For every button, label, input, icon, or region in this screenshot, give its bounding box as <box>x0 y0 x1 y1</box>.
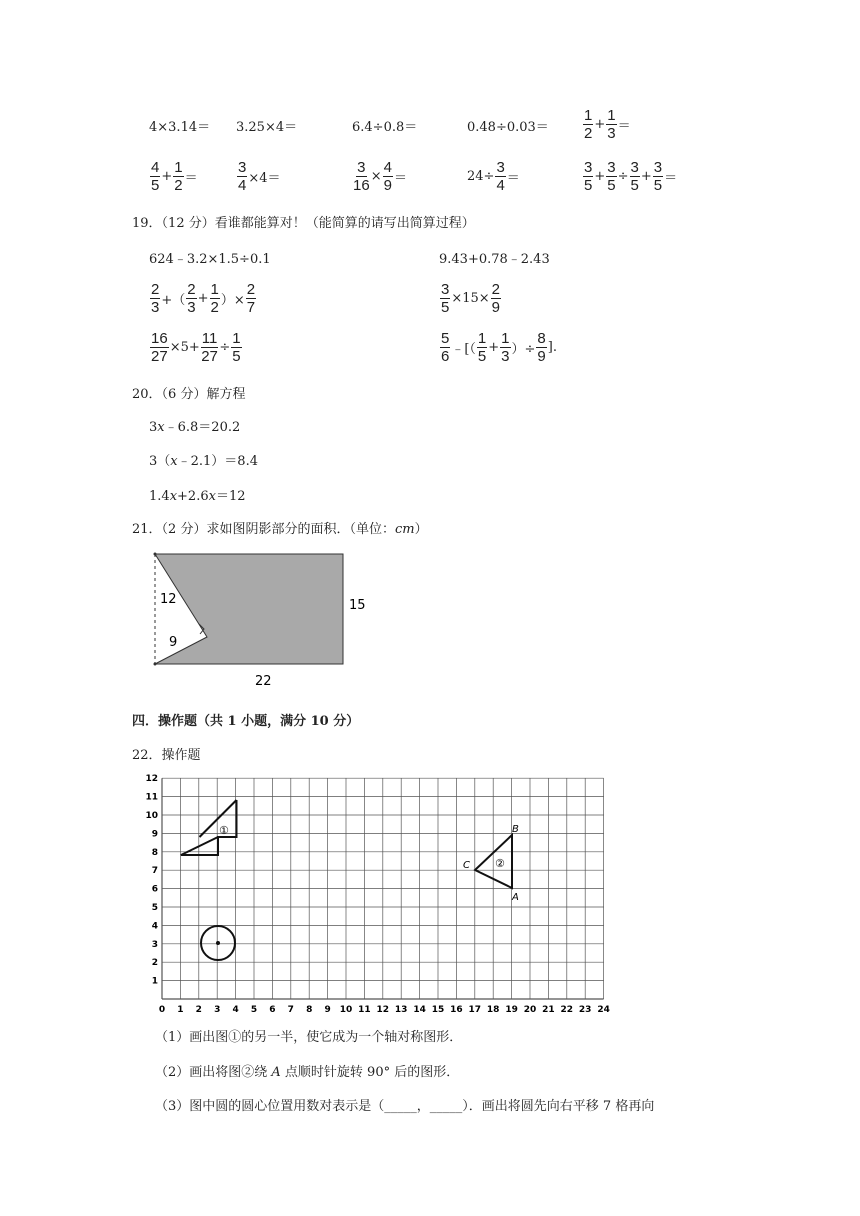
y-tick-label: 12 <box>145 774 158 785</box>
x-tick-label: 20 <box>523 1005 537 1015</box>
equation-1: 3x﹣6.8＝20.2 <box>149 420 241 435</box>
calc-4: 0.48÷0.03＝ <box>467 120 549 135</box>
q22-sub-2: （2）画出将图②绕 A 点顺时针旋转 90° 后的图形． <box>155 1065 460 1080</box>
calc-1: 4×3.14＝ <box>149 120 211 135</box>
calc-7: $\frac{3}{4}$ ×4＝ <box>238 159 281 194</box>
q18-row1 <box>149 116 210 135</box>
label-15: 15 <box>349 598 366 613</box>
y-axis-labels <box>145 774 158 986</box>
x-tick-label: 8 <box>306 1005 313 1015</box>
y-tick-label: 4 <box>151 921 158 932</box>
shaded-area-figure <box>145 545 380 695</box>
figure-2-label: ② <box>495 857 505 870</box>
calc-3: 6.4÷0.8＝ <box>352 120 418 135</box>
label-12: 12 <box>160 592 177 607</box>
x-tick-label: 18 <box>486 1005 500 1015</box>
q22-title: 22．操作题 <box>132 748 201 763</box>
label-22: 22 <box>255 674 272 689</box>
x-tick-label: 10 <box>339 1005 353 1015</box>
x-tick-label: 16 <box>450 1005 463 1015</box>
equation-3: 1.4x+2.6x＝12 <box>149 489 246 504</box>
point-b-label: B <box>512 824 519 835</box>
q19-expr-5: $\frac{16}{27}$ ×5+ $\frac{11}{27}$ ÷ $\frac{1}{5}$ <box>151 330 241 365</box>
label-9: 9 <box>169 635 178 650</box>
x-tick-label: 22 <box>560 1005 574 1015</box>
grid-lines <box>162 778 604 999</box>
y-tick-label: 9 <box>151 829 158 840</box>
y-tick-label: 5 <box>151 903 158 913</box>
calc-2: 3.25×4＝ <box>236 120 298 135</box>
y-tick-label: 10 <box>145 811 158 821</box>
q19-expr-3: $\frac{2}{3}$ +（ $\frac{2}{3}$ + $\frac{1}{2}$ ）× $\frac{2}{7}$ <box>151 281 256 316</box>
circle-center <box>216 941 220 945</box>
x-tick-label: 21 <box>542 1005 555 1015</box>
x-tick-label: 13 <box>394 1005 408 1015</box>
figure-1-label: ① <box>219 824 229 837</box>
q22-sub-1: （1）画出图①的另一半，使它成为一个轴对称图形． <box>155 1030 463 1045</box>
q19-expr-4: $\frac{3}{5}$ ×15× $\frac{2}{9}$ <box>441 281 501 316</box>
x-tick-label: 23 <box>578 1005 592 1015</box>
x-tick-label: 3 <box>214 1005 221 1015</box>
x-tick-label: 7 <box>287 1005 294 1015</box>
y-tick-label: 3 <box>151 939 158 950</box>
coordinate-grid <box>140 772 615 1017</box>
q20-title: 20．（6 分）解方程 <box>132 387 246 402</box>
point-a-label: A <box>512 892 519 903</box>
answer-blank-1[interactable]: _____ <box>384 1099 417 1114</box>
shaded-region <box>155 554 343 664</box>
q21-title: 21．（2 分）求如图阴影部分的面积．（单位：cm） <box>132 522 428 537</box>
x-tick-label: 6 <box>269 1005 276 1015</box>
y-tick-label: 11 <box>145 792 158 803</box>
corner-dot-top <box>154 553 157 556</box>
y-tick-label: 8 <box>151 847 158 858</box>
y-tick-label: 6 <box>151 884 158 895</box>
y-tick-label: 7 <box>151 866 158 877</box>
q22-sub-3: （3）图中圆的圆心位置用数对表示是（_____，_____）．画出将圆先向右平移 7 格再向 <box>155 1099 655 1114</box>
calc-6: $\frac{4}{5}$ + $\frac{1}{2}$ ＝ <box>151 159 198 194</box>
x-tick-label: 14 <box>413 1005 426 1015</box>
q19-expr-2: 9.43+0.78﹣2.43 <box>439 252 550 267</box>
calc-8: $\frac{3}{16}$ × $\frac{4}{9}$ ＝ <box>353 159 407 194</box>
x-tick-label: 9 <box>324 1005 331 1015</box>
x-tick-label: 0 <box>158 1005 166 1015</box>
y-tick-label: 2 <box>151 958 158 969</box>
x-tick-label: 12 <box>376 1005 390 1015</box>
calc-9: 24÷ $\frac{3}{4}$ ＝ <box>467 159 520 194</box>
x-tick-label: 5 <box>250 1005 258 1015</box>
x-tick-label: 4 <box>232 1005 239 1015</box>
q19-expr-6: $\frac{5}{6}$ ﹣[（ $\frac{1}{5}$ + $\frac{1}{3}$ ）÷ $\frac{8}{9}$ ]. <box>441 330 557 365</box>
x-tick-label: 15 <box>431 1005 445 1015</box>
corner-dot-bottom <box>154 663 157 666</box>
x-tick-label: 17 <box>468 1005 482 1015</box>
section-4-title: 四．操作题（共 1 小题，满分 10 分） <box>132 714 360 729</box>
x-tick-label: 1 <box>177 1005 184 1015</box>
x-tick-label: 19 <box>505 1005 518 1015</box>
q19-expr-1: 624﹣3.2×1.5÷0.1 <box>149 252 271 267</box>
calc-5: $\frac{1}{2}$ + $\frac{1}{3}$ ＝ <box>584 107 631 142</box>
q19-title: 19．（12 分）看谁都能算对！（能简算的请写出简算过程） <box>132 216 475 231</box>
equation-2: 3（x﹣2.1）＝8.4 <box>149 454 258 469</box>
x-tick-label: 24 <box>597 1005 610 1015</box>
x-tick-label: 2 <box>195 1005 202 1015</box>
point-c-label: C <box>463 860 470 871</box>
x-tick-label: 11 <box>358 1005 371 1015</box>
y-tick-label: 1 <box>151 976 158 987</box>
figure-1-top <box>200 800 237 837</box>
calc-10: $\frac{3}{5}$ + $\frac{3}{5}$ ÷ $\frac{3}{5}$ + $\frac{3}{5}$ ＝ <box>584 159 678 194</box>
x-axis-labels <box>159 1005 610 1015</box>
answer-blank-2[interactable]: _____ <box>429 1099 463 1114</box>
